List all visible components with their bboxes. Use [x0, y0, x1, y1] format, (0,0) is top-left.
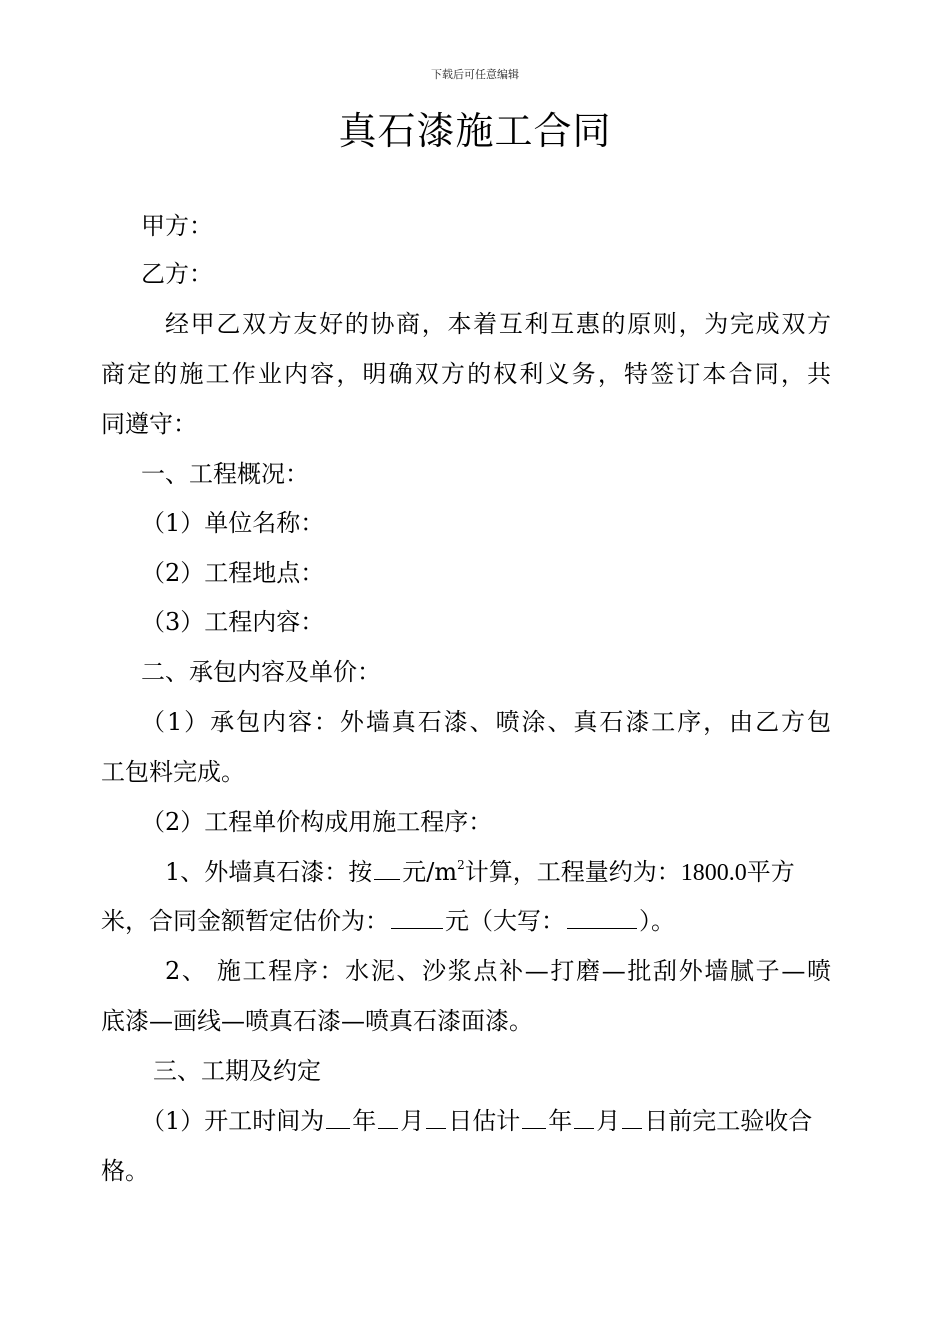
- day-est-label: 日估计: [448, 1107, 521, 1135]
- end-year-blank: [522, 1106, 546, 1129]
- schedule-line-1: [141, 1105, 812, 1137]
- header-note: 下载后可任意编辑: [431, 68, 519, 81]
- party-b-label: 乙方：: [141, 260, 213, 288]
- quantity-value: 1800.0: [680, 860, 747, 886]
- unit-price-blank: [374, 857, 400, 880]
- section-2-item-1-line-2: 工包料完成。: [101, 758, 245, 786]
- amount-blank: [391, 906, 443, 929]
- procedure-line-2: 底漆—画线—喷真石漆—喷真石漆面漆。: [101, 1007, 533, 1035]
- month-label-2: 月: [596, 1107, 621, 1135]
- start-day-blank: [426, 1106, 446, 1129]
- end-month-blank: [574, 1106, 594, 1129]
- price-line: [165, 856, 795, 889]
- end-day-blank: [622, 1106, 642, 1129]
- document-title: 真石漆施工合同: [338, 109, 612, 153]
- section-1-heading: 一、工程概况：: [141, 460, 309, 488]
- section-2-item-1-line-1: （1）承包内容：外墙真石漆、喷涂、真石漆工序，由乙方包: [141, 708, 831, 736]
- section-2-item-2: （2）工程单价构成用施工程序：: [141, 808, 493, 836]
- intro-line-2: 商定的施工作业内容，明确双方的权利义务，特签订本合同，共: [101, 360, 831, 388]
- month-label: 月: [400, 1107, 425, 1135]
- start-prefix: （1）开工时间为: [141, 1107, 325, 1135]
- amount-in-words-blank: [567, 906, 637, 929]
- section-1-item-1: （1）单位名称：: [141, 509, 325, 537]
- start-year-blank: [326, 1106, 350, 1129]
- procedure-line-1: 2、 施工程序：水泥、沙浆点补—打磨—批刮外墙腻子—喷: [165, 957, 831, 985]
- section-1-item-3: （3）工程内容：: [141, 608, 325, 636]
- party-a-label: 甲方：: [141, 212, 213, 240]
- year-label: 年: [352, 1107, 377, 1135]
- intro-line-3: 同遵守：: [101, 410, 197, 438]
- amount-suffix: ）。: [639, 907, 675, 935]
- schedule-line-2: 格。: [101, 1157, 149, 1185]
- price-suffix: 平方: [746, 858, 795, 886]
- section-2-heading: 二、承包内容及单价：: [141, 658, 381, 686]
- year-label-2: 年: [548, 1107, 573, 1135]
- price-unit: 元/m: [402, 858, 458, 886]
- section-3-heading: 三、工期及约定: [153, 1057, 321, 1085]
- price-mid: 计算，工程量约为：: [464, 858, 681, 886]
- amount-prefix: 米，合同金额暂定估价为：: [101, 907, 389, 935]
- price-prefix: 1、外墙真石漆：按: [165, 858, 373, 886]
- price-unit-superscript: 2: [457, 858, 465, 872]
- amount-mid: 元（大写：: [445, 907, 565, 935]
- start-month-blank: [378, 1106, 398, 1129]
- section-1-item-2: （2）工程地点：: [141, 559, 325, 587]
- day-end-label: 日前完工验收合: [644, 1107, 813, 1135]
- amount-line: [101, 905, 675, 937]
- intro-line-1: 经甲乙双方友好的协商，本着互利互惠的原则，为完成双方: [165, 310, 831, 338]
